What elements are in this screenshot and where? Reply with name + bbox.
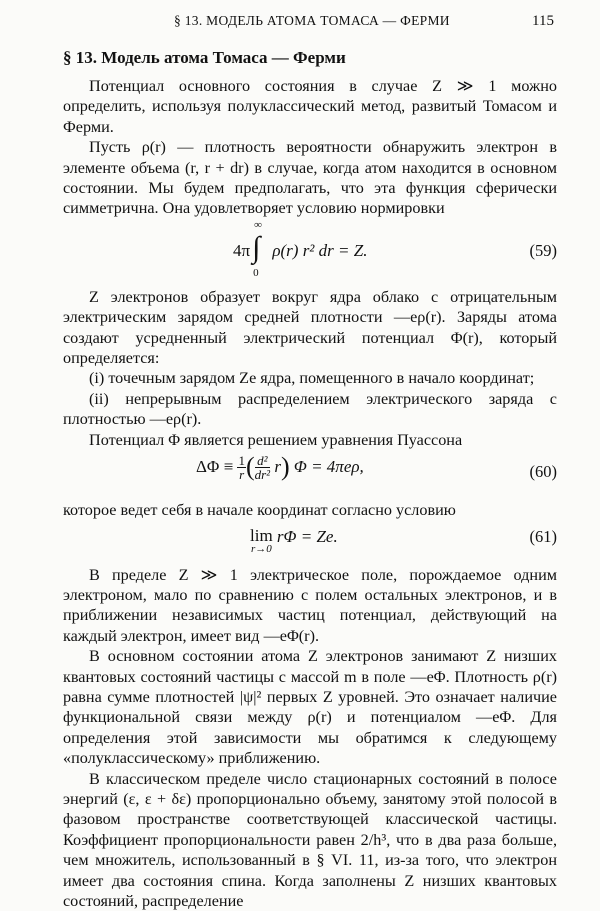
eq60-number: (60)	[529, 462, 557, 482]
eq60-lhs: ΔΦ ≡	[196, 457, 234, 477]
eq59-prefix: 4π	[233, 240, 251, 260]
eq61-lim-sub: r→0	[250, 542, 272, 555]
page-body	[63, 46, 557, 911]
integral-sign: ∞ ∫ 0	[252, 218, 262, 279]
eq60-frac2-den: dr²	[254, 466, 271, 482]
eq60-inner: r	[274, 457, 281, 477]
list-item-point-charge: (i) точечным зарядом Ze ядра, помещенного в начало координат;	[89, 369, 535, 388]
eq60-frac1-num: 1	[238, 452, 245, 468]
running-title: § 13. МОДЕЛЬ АТОМА ТОМАСА — ФЕРМИ	[174, 13, 450, 28]
running-header	[0, 13, 600, 35]
eq59-body: ρ(r) r² dr = Z.	[272, 240, 368, 260]
equation-59	[63, 219, 557, 287]
eq60-frac2-num: d²	[255, 454, 270, 468]
paragraph-intro: Потенциал основного состояния в случае Z ≫ 1 можно определить, используя полуклассический метод, развитый Томасом и Ферми.	[63, 77, 557, 136]
paragraph-density-definition: Пусть ρ(r) — плотность вероятности обнаружить электрон в элементе объема (r, r + dr) в случае, когда атом находится в основном состоянии. Мы будем предполагать, что эта функция сферически симметрична. Она удовлетворяет условию нормировки	[63, 138, 557, 218]
eq59-upper-limit: ∞	[254, 218, 262, 231]
eq61-limit	[250, 527, 273, 554]
eq60-fraction-1	[237, 454, 246, 481]
eq61-lim: lim	[250, 525, 273, 545]
paragraph-electron-cloud: Z электронов образует вокруг ядра облако с отрицательным электрическим зарядом средней плотности —eρ(r). Заряды атома создают усредненный электрический потенциал Φ(r), который определяется:	[63, 287, 557, 368]
eq59-lower-limit: 0	[253, 266, 259, 279]
section-title: § 13. Модель атома Томаса — Ферми	[63, 48, 346, 67]
eq61-number: (61)	[529, 526, 557, 546]
paragraph-classical-limit: В классическом пределе число стационарных состояний в полосе энергий (ε, ε + δε) пропорционально объему, занятому этой полосой в фазовом пространстве соответствующей классической частицы. Коэффициент пропорциональности равен 2/h³, что в два раза больше, чем множитель, использованный в § VI. 11, из-за того, что электрон имеет два состояния спина. Когда заполнены Z низших квантовых состояний, распределение	[63, 769, 557, 910]
equation-61	[63, 521, 557, 565]
eq61-body: rΦ = Ze.	[276, 526, 338, 546]
eq59-number: (59)	[529, 240, 557, 260]
eq60-frac1-den: r	[239, 466, 245, 482]
paragraph-ground-state: В основном состоянии атома Z электронов занимают Z низших квантовых состояний частицы с массой m в поле —eΦ. Плотность ρ(r) равна сумме плотностей |ψ|² первых Z уровней. Это означает наличие функциональной связи между ρ(r) и потенциалом —eΦ. Для определения этой зависимости мы обратимся к следующему «полуклассическому» приближению.	[63, 647, 557, 768]
paragraph-poisson: Потенциал Φ является решением уравнения Пуассона	[89, 430, 463, 449]
equation-60: ΔΦ ≡ $\frac{1}{r}$ ( $\frac{\text{d²}}{\text{dr²}}$ r) Φ = 4πeρ, (60)	[196, 452, 557, 482]
eq60-fraction-2	[255, 454, 270, 481]
paragraph-limit: В пределе Z ≫ 1 электрическое поле, порождаемое одним электроном, мало по сравнению с полем остальных электронов, и в приближении независимых частиц потенциал, действующий на каждый электрон, имеет вид —eΦ(r).	[63, 565, 557, 645]
page-number: 115	[532, 13, 554, 29]
list-item-continuous-distribution: (ii) непрерывным распределением электрического заряда с плотностью —eρ(r).	[63, 389, 557, 429]
eq60-rhs: Φ = 4πeρ,	[293, 457, 364, 477]
paragraph-boundary-condition: которое ведет себя в начале координат согласно условию	[63, 501, 456, 520]
